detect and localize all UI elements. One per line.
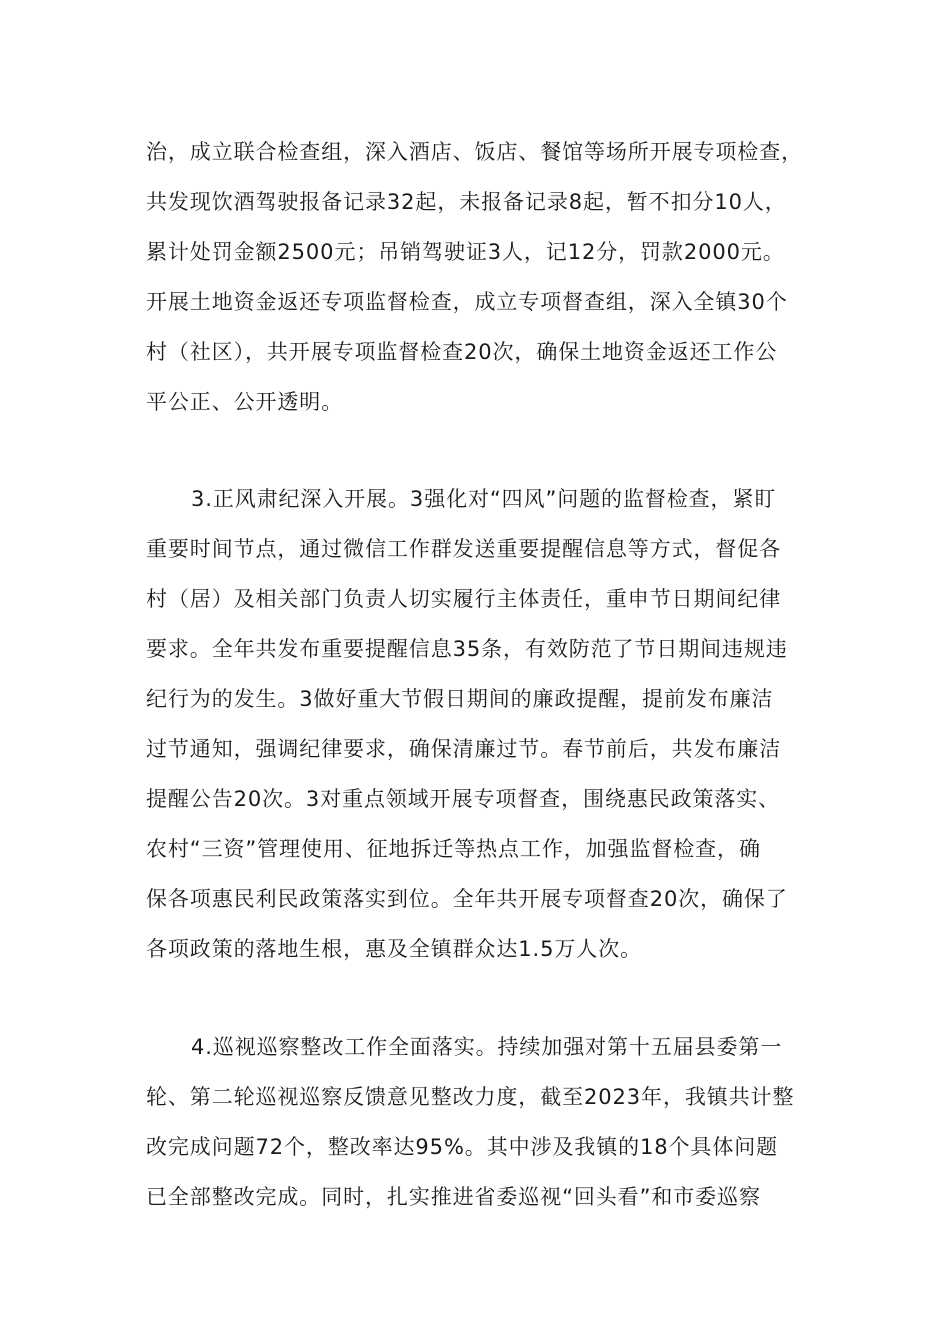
paragraph-line: 累计处罚金额2500元；吊销驾驶证3人，记12分，罚款2000元。: [146, 240, 785, 264]
paragraph-line: 要求。全年共发布重要提醒信息35条，有效防范了节日期间违规违: [146, 637, 788, 661]
paragraph-line: 改完成问题72个，整改率达95%。其中涉及我镇的18个具体问题: [146, 1135, 779, 1159]
paragraph-line: 平公正、公开透明。: [146, 390, 344, 414]
paragraph-line: 治，成立联合检查组，深入酒店、饭店、餐馆等场所开展专项检查，: [146, 140, 803, 164]
paragraph-line: 开展土地资金返还专项监督检查，成立专项督查组，深入全镇30个: [146, 290, 788, 314]
paragraph-line: 各项政策的落地生根，惠及全镇群众达1.5万人次。: [146, 937, 642, 961]
paragraph-line: 共发现饮酒驾驶报备记录32起，未报备记录8起，暂不扣分10人，: [146, 190, 787, 214]
paragraph-line: 重要时间节点，通过微信工作群发送重要提醒信息等方式，督促各: [146, 537, 782, 561]
paragraph-line: 轮、第二轮巡视巡察反馈意见整改力度，截至2023年，我镇共计整: [146, 1085, 795, 1109]
section-paragraph-3: [146, 474, 814, 974]
paragraph-line: 4.巡视巡察整改工作全面落实。持续加强对第十五届县委第一: [191, 1035, 783, 1059]
paragraph-line: 保各项惠民利民政策落实到位。全年共开展专项督查20次，确保了: [146, 887, 788, 911]
paragraph-line: 村（社区），共开展专项监督检查20次，确保土地资金返还工作公: [146, 340, 778, 364]
paragraph-line: 3.正风肃纪深入开展。3强化对“四风”问题的监督检查，紧盯: [191, 487, 777, 511]
section-paragraph-4: [146, 1022, 814, 1222]
paragraph-line: 农村“三资”管理使用、征地拆迁等热点工作，加强监督检查，确: [146, 837, 761, 861]
paragraph-line: 过节通知，强调纪律要求，确保清廉过节。春节前后，共发布廉洁: [146, 737, 782, 761]
body-paragraph: [146, 127, 814, 427]
paragraph-line: 纪行为的发生。3做好重大节假日期间的廉政提醒，提前发布廉洁: [146, 687, 774, 711]
paragraph-line: 村（居）及相关部门负责人切实履行主体责任，重申节日期间纪律: [146, 587, 782, 611]
paragraph-line: 提醒公告20次。3对重点领域开展专项督查，围绕惠民政策落实、: [146, 787, 781, 811]
paragraph-line: 已全部整改完成。同时，扎实推进省委巡视“回头看”和市委巡察: [146, 1185, 761, 1209]
